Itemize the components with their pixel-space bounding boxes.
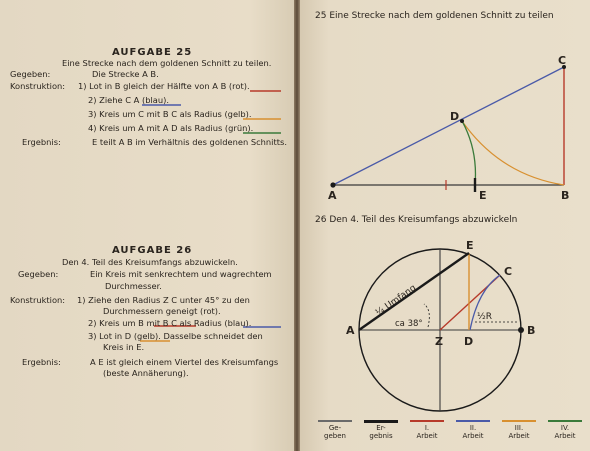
legend-result-line2: gebnis: [369, 432, 393, 440]
legend-work-1-line2: Arbeit: [416, 432, 438, 440]
legend-work-3-line1: III.: [514, 424, 524, 432]
task26-result-line-1: A E ist gleich einem Viertel des Kreisumfangs: [90, 357, 279, 367]
legend-work-1-line1: I.: [424, 424, 430, 432]
label-half-r: ½R: [477, 312, 492, 322]
legend-work-2-line1: II.: [469, 424, 477, 432]
label-e-26: E: [466, 239, 474, 252]
label-quarter-circumference: ¼ Umfang: [373, 283, 419, 319]
label-a: A: [328, 189, 337, 202]
label-angle: ca 38°: [395, 319, 423, 329]
legend-work-4-line2: Arbeit: [554, 432, 576, 440]
legend-work-3: [502, 420, 536, 440]
task25-step-1: 1) Lot in B gleich der Hälfte von A B (rot).: [78, 81, 250, 91]
task26-step-2: 2) Kreis um B mit B C als Radius (blau).: [88, 318, 252, 328]
task25-heading: AUFGABE 25: [112, 47, 193, 58]
left-page: [0, 0, 294, 451]
label-e: E: [479, 189, 487, 202]
task26-given-label: Gegeben:: [18, 269, 59, 279]
legend-swatch-given: [318, 420, 352, 422]
task25-given-text: Die Strecke A B.: [92, 69, 159, 79]
label-c-26: C: [504, 265, 513, 278]
task26-result-line-2: (beste Annäherung).: [103, 368, 189, 378]
task25-step-3: 3) Kreis um C mit B C als Radius (gelb).: [88, 109, 252, 119]
task25-subtitle: Eine Strecke nach dem goldenen Schnitt zu teilen.: [62, 58, 272, 68]
label-d-26: D: [464, 335, 474, 348]
legend-result-line1: Er-: [376, 424, 386, 432]
label-z: Z: [435, 335, 443, 348]
legend-swatch-yellow: [502, 420, 536, 422]
task26-given-line-2: Durchmesser.: [105, 281, 162, 291]
task25-step-4: 4) Kreis um A mit A D als Radius (grün).: [88, 123, 254, 133]
legend-swatch-blue: [456, 420, 490, 422]
legend-work-1: [410, 420, 444, 440]
legend-work-4: [548, 420, 582, 440]
task25-result-label: Ergebnis:: [22, 137, 61, 147]
right-page: [300, 0, 590, 451]
legend-given-line1: Ge-: [328, 424, 342, 432]
task26-construction-label: Konstruktion:: [10, 295, 66, 305]
task26-step-3b: Kreis in E.: [103, 342, 145, 352]
label-d: D: [450, 110, 460, 123]
task25-step-2: 2) Ziehe C A (blau).: [88, 95, 170, 105]
legend-result: [364, 420, 398, 440]
task26-step-1b: Durchmessern geneigt (rot).: [103, 306, 221, 316]
label-b: B: [561, 189, 570, 202]
task26-result-label: Ergebnis:: [22, 357, 61, 367]
task25-given-label: Gegeben:: [10, 69, 51, 79]
task26-step-3: 3) Lot in D (gelb). Dasselbe schneidet den: [88, 331, 263, 341]
legend-given: [318, 420, 352, 440]
legend-given-line2: geben: [324, 432, 346, 440]
task26-step-1: 1) Ziehe den Radius Z C unter 45° zu den: [77, 295, 250, 305]
task26-heading: AUFGABE 26: [112, 245, 193, 256]
legend-work-3-line2: Arbeit: [508, 432, 530, 440]
fig26-caption: 26 Den 4. Teil des Kreisumfangs abzuwickeln: [315, 215, 518, 225]
legend-work-2: [456, 420, 490, 440]
fig26-diagram: [300, 0, 590, 451]
task25-construction-label: Konstruktion:: [10, 81, 66, 91]
label-b-26: B: [527, 324, 536, 337]
legend-work-4-line1: IV.: [560, 424, 570, 432]
point-b-dot: [518, 327, 524, 333]
legend-swatch-result: [364, 420, 398, 423]
legend-swatch-green: [548, 420, 582, 422]
task26-subtitle: Den 4. Teil des Kreisumfangs abzuwickeln.: [62, 257, 238, 267]
color-legend: [318, 420, 586, 448]
legend-swatch-red: [410, 420, 444, 422]
legend-work-2-line2: Arbeit: [462, 432, 484, 440]
task25-result-text: E teilt A B im Verhältnis des goldenen Schnitts.: [92, 137, 287, 147]
label-c: C: [558, 54, 567, 67]
angle-arc: [424, 304, 429, 327]
fig25-caption: 25 Eine Strecke nach dem goldenen Schnitt zu teilen: [315, 11, 554, 21]
label-a-26: A: [346, 324, 355, 337]
task26-given-line-1: Ein Kreis mit senkrechtem und wagrechtem: [90, 269, 272, 279]
task25-underlines: [0, 0, 294, 451]
